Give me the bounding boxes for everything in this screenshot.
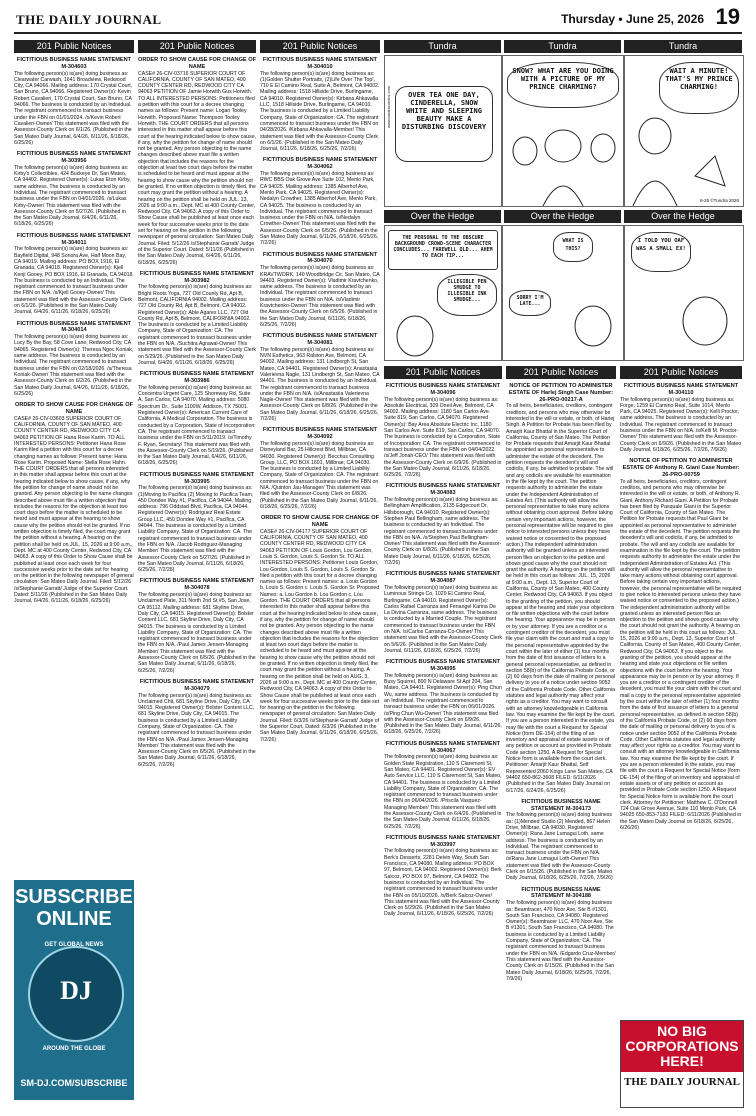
speech-bubble: WAIT A MINUTE! THAT'S MY PRINCE CHARMING! — [659, 62, 739, 114]
notice-title: FICTITIOUS BUSINESS NAME STATEMENT M-304081 — [262, 333, 378, 346]
legal-notice — [384, 659, 502, 736]
notice-body: The following person(s) is(are) doing business as: Clearwater Carwash, 1641 Broadview, Redwood City, CA 94066. Mailing address: 170 Crystal Court, San Bruno, CA 94066. Registered Owner(s): Kevin Robert Cavalieri, 170 Crystal Court, San Bruno, CA 94066. The business is conducted by an Individual. The registrant commenced to transact business under the FBN on 01/01/2024. /s/Kevin Robert Cavalieri-Owner/ This statement was filed with the Assessor-County Clerk on 6/1/26. (Published in the San Mateo Daily Journal, 6/4/26, 6/11/26, 6/18/26, 6/25/26) — [14, 70, 133, 146]
notice-body: To all heirs, beneficiaries, creditors, contingent creditors, and persons who may otherwise be interested in the will or estate, or both, of Harlej Singh. A Petition for Probate has been filed by Amarjit Kaur Bhattal in the Superior Court of California, County of San Mateo. The Petition for Probate requests that Amarjit Kaur Bhattal be appointed as personal representative to administer the estate of the decedent. The petition requests the decedent's will and codicils, if any, be admitted to probate. The will and any codicils are available for examination in the file kept by the court. The petition requests authority to administer the estate under the Independent Administration of Estates Act. (This authority will allow the personal representative to take many actions without obtaining court approval. Before taking certain very important actions, however, the personal representative will be required to give notice to interested persons unless they have waived notice or consented to the proposed action.) The independent administration authority will be granted unless an interested person files an objection to the petition and shows good cause why the court should not grant the authority. A hearing on the petition will be held in this court as follows: JUL. 15, 2026 at 9:00 a.m., Dept. 13, Superior Court of California, County of San Mateo, 400 County Center, Redwood City, CA 94063. If you object to the granting of the petition, you should appear at the hearing and state your objections or file written objections with the court before the hearing. Your appearance may be in person or by your attorney. If you are a creditor or a contingent creditor of the decedent, you must file your claim with the court and mail a copy to the personal representative appointed by the court within the later of either (1) four months from the date of first issuance of letters to a general personal representative, as defined in section 58(b) of the California Probate Code, or (2) 60 days from the date of mailing or personal delivery to you of a notice under section 9052 of the California Probate Code. Other California statutes and legal authority may affect your rights as a creditor. You may want to consult with an attorney knowledgeable in California law. You may examine the file kept by the court. If you are a person interested in the estate, you may file with the court a Request for Special Notice (form DE-154) of the filing of an inventory and appraisal of estate assets or of any petition or account as provided in Probate Code section 1250. A Request for Special Notice form is available from the court clerk. Petitioner: Amarjit Kaur Bhattal, Self Represented 2060 Kings Lane San Mateo, CA 94402 650-862-3608 FILED: 6/11/2026 (Published in the San Mateo Daily Journal on 6/17/26, 6/24/26, 6/25/26) — [506, 403, 616, 794]
notice-title: FICTITIOUS BUSINESS NAME STATEMENT M-304078 — [139, 578, 255, 592]
tundra-panel-1 — [384, 55, 502, 207]
page-header — [14, 6, 742, 34]
character-drawing — [625, 226, 743, 360]
notice-body: CASE# 26-CIV-04177 SUPERIOR COURT OF CALIFORNIA, COUNTY OF SAN MATEO, 400 COUNTY CENTER RD, REDWOOD CITY CA 94063 PETITION OF Louis Gordon, Lou Gordon, Louis S. Gordon, Louis S. Gordon Sr. TO ALL INTERESTED PERSONS: Petitioner Louis Gordon, Lou Gordon, Louis S. Gordon, Louis S. Gordon Sr. filed a petition with this court for a decree changing names as follows: Present names: a. Louis Gordon b. Louis S. Gordon c. Louis S. Gordon Sr. Proposed Names: a. Lou Gordon b. Lou Gordon c. Lou Gordon. THE COURT ORDERS that all persons interested in this matter shall appear before this court at the hearing indicated below to show cause, if any, why the petition for change of name should not be granted. Any person objecting to the name changes described above must file a written objection that includes the reasons for the objection at least two court days before the matter is scheduled to be heard and must appear at the hearing to show cause why the petition should not be granted. If no written objection is timely filed, the court may grant the petition without a hearing. A hearing on the petition shall be held on AUG. 3, 2026 at 9:00 a.m., Dept. MC at 400 County Center, Redwood City, CA 94063. A copy of this Order to Show Cause shall be published at least once each week for four successive weeks prior to the date set for hearing on the petition in the following newspaper of general circulation: San Mateo Daily Journal. Filed: 6/3/26 /s/Stephanie Garratt/ Judge of the Superior Court. Dated: 6/3/26 (Published in the San Mateo Daily Journal, 6/11/26, 6/18/26, 6/25/26, 7/2/26) — [260, 528, 380, 743]
notice-body: The following person(s) is(are) doing business as: RWC BBS Oak Grove Ave Suite 102, Menlo Park, CA 94025. Mailing address: 1385 Alberhof Ave, Menlo Park, CA 94025. Registered Owner(s): Nedalyn Crowther, 1385 Alberhof Ave, Menlo Park, CA 94025. The business is conducted by an Individual. The registrant commenced to transact business under the FBN on N/A. /s/Nedalyn Crowther-Owner/ This statement was filed with the Assessor-County Clerk on 6/5/26. (Published in the San Mateo Daily Journal, 6/11/26, 6/18/26, 6/25/26, 7/2/26) — [260, 171, 379, 247]
notice-title: FICTITIOUS BUSINESS NAME STATEMENT M-303956 — [16, 151, 132, 164]
tundra-panel-2 — [502, 55, 624, 207]
notice-body: The following person(s) is(are) doing business as: (1)Mended Studio (2) Mended, 867 Helen Drive, Millbrae, CA 94030. Registered Owner(s): Rana Jane Lumagui Loth, same address. The business is conducted by an Individual. The registrant commenced to transact business under the FBN on N/A. /s/Rana Jane Lumagui Loth-Owner/ This statement was filed with the Assessor-County Clerk on 6/15/26. (Published in the San Mateo Daily Journal, 6/18/26, 6/25/26, 7/2/26, 7/9/26) — [506, 812, 613, 882]
legal-notice — [14, 402, 134, 605]
notice-body: To all heirs, beneficiaries, creditors, contingent creditors, and persons who may otherwise be interested in the will or estate, or both, of Anthony R. Giani, Anthony Richard Giani. A Petition for Probate has been filed by Pasquale Giani in the Superior Court of California, County of San Mateo. The Petition for Probate requests that Paul Giani be appointed as personal representative to administer the estate of the decedent. The petition requests the decedent's will and codicils, if any, be admitted to probate. The will and any codicils are available for examination in the file kept by the court. The petition requests authority to administer the estate under the Independent Administration of Estates Act. (This authority will allow the personal representative to take many actions without obtaining court approval. Before taking certain very important actions, however, the personal representative will be required to give notice to interested persons unless they have waived notice or consented to the proposed action.) The independent administration authority will be granted unless an interested person files an objection to the petition and shows good cause why the court should not grant the authority. A hearing on the petition will be held in this court as follows: JUL. 15, 2026 at 9:00 a.m., Dept. 13, Superior Court of California, County of San Mateo, 400 County Center, Redwood City, CA 94063. If you object to the granting of the petition, you should appear at the hearing and state your objections or file written objections with the court before the hearing. Your appearance may be in person or by your attorney. If you are a creditor or a contingent creditor of the decedent, you must file your claim with the court and mail a copy to the personal representative appointed by the court within the later of either (1) four months from the date of first issuance of letters to a general personal representative, as defined in section 58(b) of the California Probate Code, or (2) 60 days from the date of mailing or personal delivery to you of a notice under section 9052 of the California Probate Code. Other California statutes and legal authority may affect your rights as a creditor. You may want to consult with an attorney knowledgeable in California law. You may examine the file kept by the court. If you are a person interested in the estate, you may file with the court a Request for Special Notice (form DE-154) of the filing of an inventory and appraisal of estate assets or of any petition or account as provided in Probate Code section 1250. A Request for Special Notice form is available from the court clerk. Attorney for Petitioner: Matthew C. O'Donnell 724 Oak Grove Avenue, Suite 110 Menlo Park, CA 94025 650-853-7183 FILED: 6/11/2026 (Published in the San Mateo Daily Journal on 6/18/26, 6/25/26, 6/26/26) — [620, 478, 742, 831]
speech-bubble: I TOLD YOU OAF WAS A SMALL EX! — [631, 232, 691, 272]
notice-body: The following person(s) is(are) doing business as: (1)Golden Shutter Portraits, (2)Life Over The Top!, 710 E El Camino Real, Suite A, Belmont, CA 94002. Mailing address: 1518 Hillside Drive, Burlingame, CA 94010. Registered Owner(s): Kirbana Ahkavalla LLC, 1518 Hillside Drive, Burlingame, CA 94010. The business is conducted by a Limited Liability Company, State of Organization: CA. The registrant commenced to transact business under the FBN on 04/28/2026. /Kirbana Ahkavalla-Member/ This statement was filed with the Assessor-County Clerk on 6/1/26. (Published in the San Mateo Daily Journal, 6/11/26, 6/18/26, 6/25/26, 7/2/26) — [260, 70, 380, 153]
notice-title: FICTITIOUS BUSINESS NAME STATEMENT M-303982 — [139, 270, 255, 284]
character-drawing — [503, 226, 623, 360]
legal-notice — [14, 233, 134, 316]
page-number: 19 — [715, 4, 740, 29]
legal-notice — [14, 151, 134, 228]
legal-notice — [384, 835, 502, 918]
notice-body: The following person(s) is(are) doing business as: Kirby's Collectibles, 424 Buckeye Dr, San Mateo, CA 94402. Registered Owner(s): Lukas Eton Kirby, same address. The business is conducted by an Individual. The registrant commenced to transact business under the FBN on 04/01/2026. /s/Lukas Kirby-Owner/ This statement was filed with the Assessor-County Clerk on 5/27/26. (Published in the San Mateo Daily Journal, 6/4/26, 6/11/26, 6/18/26, 6/25/26) — [14, 164, 131, 228]
notice-title: FICTITIOUS BUSINESS NAME STATEMENT M-304070 — [262, 251, 378, 265]
notice-title: FICTITIOUS BUSINESS NAME STATEMENT M-304603 — [16, 57, 132, 70]
legal-notice — [260, 252, 380, 329]
comic-title-tundra: Tundra — [624, 40, 742, 53]
legal-notice — [138, 578, 256, 673]
notice-body: The following person(s) is(are) doing business as: Luminous Strings Co, 1029 El Camino Real, Burlingame, CA 94010. Registered Owner(s): Carlos Rafael Carranza and Fenangel Karina De La Divina Carranza, same address. The business is conducted by a Married Couple. The registrant commenced to transact business under the FBN on N/A. /s/Carlos Carranza-Co-Owner/ This statement was filed with the Assessor-County Clerk on 5/6/26. (Published in the San Mateo Daily Journal, 6/11/26, 6/18/26, 6/25/26, 7/2/26) — [384, 584, 502, 654]
legal-notice — [506, 887, 616, 982]
notice-body: The following person(s) is(are) doing business as: Bright Roots Yoga, 727 Old County Rd, Apt B, Belmont, CALIFORNIA 94002. Mailing address: 727 Old County Rd, Apt B, Belmont, CA 94002. Registered Owner(s): Able Agares LLC, 727 Old County Rd, Apt B, Belmont, CALIFORNIA 94002. The business is conducted by a Limited Liability Company, State of Organization: CA. The registrant commenced to transact business under the FBN on N/A. /Suchitra Agrawal-Owner/ This statement was filed with the Assessor-County Clerk on 5/29/26. (Published in the San Mateo Daily Journal, 6/4/26, 6/11/26, 6/18/26, 6/25/26) — [138, 284, 256, 366]
notice-title: NOTICE OF PETITION TO ADMINISTER ESTATE OF Anthony R. Giani Case Number: 26-PRO-00759 — [622, 458, 740, 478]
notice-title: FICTITIOUS BUSINESS NAME STATEMENT M-304087 — [385, 571, 501, 585]
subscribe-ad[interactable] — [14, 880, 134, 1100]
caption-box: OVER TEA ONE DAY, CINDERELLA, SNOW WHITE AND SLEEPING BEAUTY MAKE A DISTURBING DISCOVERY — [395, 86, 493, 162]
issue-date: Thursday • June 25, 2026 — [561, 12, 704, 26]
ring-bottom-text: AROUND THE GLOBE — [42, 1046, 106, 1052]
notice-title: FICTITIOUS BUSINESS NAME STATEMENT M-304188 — [521, 886, 601, 900]
section-label: 201 Public Notices — [506, 366, 616, 379]
legal-notice — [138, 271, 256, 366]
notice-body: The following person(s) is(are) doing business as: Lucy By the Bay, 58 Cove Lane, Redwood City, CA 94065. Registered Owner(s): Theresa Ngoc Koniak, same address. The business is conducted by an Individual. The registrant commenced to transact business under the FBN on 02/18/2026. /s/Theresa Koniak-Owner/ This statement was filed with the Assessor-County Clerk on 6/2/26. (Published in the San Mateo Daily Journal, 6/4/26, 6/11/26, 6/18/26, 6/25/26) — [14, 334, 134, 397]
subscribe-headline: SUBSCRIBE ONLINE — [15, 886, 133, 930]
comic-title-over-the-hedge: Over the Hedge — [624, 210, 742, 223]
comic-website: www.tundracomics.com — [386, 86, 391, 129]
dj-logo: DJ — [60, 976, 92, 1005]
notice-title: FICTITIOUS BUSINESS NAME STATEMENT M-304067 — [385, 740, 501, 754]
notice-body: The following person(s) is(are) doing business as: Beamtracer, 470 Noor Ave, Ste B #1301, South San Francisco, CA 94080. Registered Owner(s): Beamtracer LLC, 470 Noor Ave, Ste B #1301, South San Francisco, CA 94080. The business is conducted by a Limited Liability Company, State of Organization: CA. The registrant commenced to transact business under the FBN on N/A. /Edgardo Cruz-Member/ This statement was filed with the Assessor-County Clerk on 6/15/26. (Published in the San Mateo Daily Journal, 6/18/26, 6/25/26, 7/2/26, 7/9/26) — [506, 900, 616, 982]
notice-title: FICTITIOUS BUSINESS NAME STATEMENT M-304014 — [16, 320, 132, 334]
notice-title: FICTITIOUS BUSINESS NAME STATEMENT M-304011 — [16, 232, 132, 246]
notice-title: FICTITIOUS BUSINESS NAME STATEMENT M-304062 — [262, 157, 378, 171]
legal-notice — [138, 472, 256, 574]
notice-body: The following person(s) is(are) doing business as: Absolute Electrical, 309 Oneil Ave, Belmont, CA 94002. Mailing address: 1180 San Carlos Ave. Suite 819, San Carlos, CA 94070. Registered Owner(s): Bay Area Absolute Electric Inc, 1180 San Carlos Ave. Suite 819, San Carlos, CA 94070. The business is conducted by a Corporation, State of Incorporation: CA. The registrant commenced to transact business under the FBN on 04/04/2022. /s/Jeff Jonah-CEO/ This statement was filed with the Assessor-County Clerk on 6/9/26. (Published in the San Mateo Daily Journal, 6/11/26, 6/18/26, 6/25/26, 7/2/26) — [384, 396, 502, 479]
notice-body: CASE# 26-CIV-03603 SUPERIOR COURT OF CALIFORNIA, COUNTY OF SAN MATEO, 400 COUNTY CENTER RD, REDWOOD CITY CA 94063 PETITION OF Hana Rose Karim. TO ALL INTERESTED PERSONS: Petitioner Hana Rose Karim filed a petition with this court for a decree changing names as follows: Present name: Hana Rose Karim. Proposed Name: Stella Rose Hahn. THE COURT ORDERS that all persons interested in this matter shall appear before this court at the hearing indicated below to show cause, if any, why the petition for change of name should not be granted. Any person objecting to the name changes described above must file a written objection that includes the reasons for the objection at least two court days before the matter is scheduled to be heard and must appear at the hearing to show cause why the petition should not be granted. If no written objection is timely filed, the court may grant the petition without a hearing. A hearing on the petition shall be held on JUL. 15, 2026 at 9:00 a.m., Dept. MC at 400 County Center, Redwood City, CA 94063. A copy of this Order to Show Cause shall be published at least once each week for four successive weeks prior to the date set for hearing on the petition in the following newspaper of general circulation: San Mateo Daily Journal. Filed: 5/12/26 /s/Stephanie Garratt/ Judge of the Superior Court. Dated: 5/11/26 (Published in the San Mateo Daily Journal, 6/4/26, 6/11/26, 6/18/26, 6/25/26) — [14, 415, 134, 605]
legal-notice — [506, 799, 616, 882]
notice-column-3 — [260, 40, 380, 1106]
notice-body: CASE# 26-CIV-03716 SUPERIOR COURT OF CALIFORNIA, COUNTY OF SAN MATEO, 400 COUNTY CENTER RD, REDWOOD CITY CA 94063 PETITION OF Jamie Horwith Gus Horwith. TO ALL INTERESTED PERSONS: Petitioners filed a petition with this court for a decree changing names as follows: Present name: Logan Tooley Horwith. Proposed Name: Thompson Tooley Horwith. THE COURT ORDERS that all persons interested in this matter shall appear before this court at the hearing indicated below to show cause, if any, why the petition for change of name should not be granted. Any person objecting to the name changes described above must file a written objection that includes the reasons for the objection at least two court days before the matter is scheduled to be heard and must appear at the hearing to show cause why the petition should not be granted. If no written objection is timely filed, the court may grant the petition without a hearing. A hearing on the petition shall be held on JUL. 13, 2026 at 9:00 a.m., Dept. MC at 400 County Center, Redwood City, CA 94063. A copy of this Order to Show Cause shall be published at least once each week for four successive weeks prior to the date set for hearing on the petition in the following newspaper of general circulation: San Mateo Daily Journal. Filed: 5/12/26 /s/Stephanie Garratt/ Judge of the Superior Court. Dated: 5/11/26 (Published in the San Mateo Daily Journal, 6/4/26, 6/11/26, 6/18/26, 6/25/26) — [138, 70, 256, 266]
character-drawing — [625, 56, 743, 206]
notice-title: ORDER TO SHOW CAUSE FOR CHANGE OF NAME — [261, 515, 379, 528]
notice-body: The following person(s) is(are) doing business as: Unclaimed Plate, 311 North 2nd St #5, San Jose, CA 95112. Mailing address: 681 Skyline Drive, Daly City, CA 94015. Registered Owner(s): Bolster Content LLC, 681 Skyline Drive, Daly City, CA 94015. The business is conducted by a Limited Liability Company, State of Organization: CA. The registrant commenced to transact business under the FBN on N/A. /Paul James Jensen-Managing Member/ This statement was filed with the Assessor-County Clerk on 6/5/26. (Published in the San Mateo Daily Journal, 6/11/26, 6/18/26, 6/25/26, 7/2/26) — [138, 592, 256, 674]
section-label: 201 Public Notices — [620, 366, 742, 379]
section-label: 201 Public Notices — [384, 366, 502, 379]
legal-notice — [620, 383, 742, 453]
notice-title: FICTITIOUS BUSINESS NAME STATEMENT M-304110 — [623, 383, 739, 396]
section-label: 201 Public Notices — [138, 40, 256, 53]
notice-column-2 — [138, 40, 256, 1106]
legal-notice — [384, 741, 502, 830]
character-drawing — [385, 226, 501, 360]
comic-title-tundra: Tundra — [384, 40, 501, 53]
legal-notice — [384, 483, 502, 566]
notice-title: ORDER TO SHOW CAUSE FOR CHANGE OF NAME — [15, 402, 133, 415]
no-big-corporations-ad[interactable] — [620, 1020, 744, 1108]
legal-notice — [138, 679, 256, 768]
notice-title: FICTITIOUS BUSINESS NAME STATEMENT M-304095 — [385, 659, 501, 672]
legal-notice — [138, 371, 256, 466]
tundra-panel-3 — [624, 55, 744, 207]
notice-title: FICTITIOUS BUSINESS NAME STATEMENT M-304096 — [385, 383, 501, 396]
masthead: THE DAILY JOURNAL — [16, 12, 162, 27]
hedge-panel-2 — [502, 225, 624, 361]
legal-notice — [384, 383, 502, 478]
notice-title: ORDER TO SHOW CAUSE FOR CHANGE OF NAME — [138, 57, 256, 70]
legal-notice — [620, 458, 742, 831]
legal-notice — [260, 57, 380, 152]
legal-notice — [384, 571, 502, 654]
notice-body: The following person(s) is(are) doing business as: Golden State Registration, 110 S Claremont St, San Mateo, CA 94401. Registered Owner(s): EV Auto Service LLC, 110 S Claremont St, San Mateo, CA 94401. The business is conducted by a Limited Liability Company, State of Organization: CA. The registrant commenced to transact business under the FBN on 06/04/2026. /Priscila Vasquez-Managing Member/ This statement was filed with the Assessor-County Clerk on 6/4/26. (Published in the San Mateo Daily Journal, 6/11/26, 6/18/26, 6/25/26, 7/2/26) — [384, 754, 502, 830]
notice-title: FICTITIOUS BUSINESS NAME STATEMENT M-303986 — [139, 371, 255, 385]
daily-journal-logo: THE DAILY JOURNAL — [624, 1076, 740, 1088]
subscribe-url[interactable]: SM-DJ.COM/SUBSCRIBE — [20, 1078, 128, 1088]
notice-column-6 — [620, 366, 742, 1016]
legal-notice — [506, 383, 616, 794]
caption-box: THE PERSONAL TO THE OBSCURE BACKGROUND CROWD-SCENE CHARACTER CONCLUDES... FAREWELL OLD... AHEM TO EACH TIP... — [388, 230, 498, 270]
legal-notice — [260, 515, 380, 743]
notice-body: The following person(s) is(are) doing business as: Bayfield Digital, 948 Sonora Ave, Half Moon Bay, CA 94019. Mailing address: PO BOX 1916, El Granada, CA 94018. Registered Owner(s): Kjell Kenji Gooey, PO BOX 1916, El Granada, CA 94018. The business is conducted by an Individual. The registrant commenced to transact business under the FBN on N/A. /s/Kjell Gooey-Owner/ This statement was filed with the Assessor-County Clerk on 6/1/26. (Published in the San Mateo Daily Journal, 6/4/26, 6/11/26, 6/18/26, 6/25/26) — [14, 246, 134, 316]
legal-notice — [260, 427, 380, 510]
legal-notice — [138, 57, 256, 266]
comic-title-over-the-hedge: Over the Hedge — [504, 210, 621, 223]
notice-body: The following person(s) is(are) doing business as: Unclaimed Chit, 681 Skyline Drive, Daly City, CA 94015. Registered Owner(s): Bolster Content LLC, 681 Skyline Drive, Daly City, CA 94015. The business is conducted by a Limited Liability Company, State of Organization: CA. The registrant commenced to transact business under the FBN on N/A. /Paul James Jensen-Managing Member/ This statement was filed with the Assessor-County Clerk on 6/5/26. (Published in the San Mateo Daily Journal, 6/11/26, 6/18/26, 6/25/26, 7/2/26) — [138, 692, 256, 768]
speech-bubble: ILLEGIBLE PEN SMUDGE TO ILLEGIBLE INK SMUDGE... — [437, 274, 497, 316]
comic-credit: 6-25 ©Tundra 2026 — [700, 198, 739, 203]
notice-body: The following person(s) is(are) doing business as: Berk's Desserts, 2281 Delvin Way, South San Francisco, CA 94080. Mailing address: PO BOX 97, Belmont, CA 94002. Registered Owner(s): Berk Salcoz, PO BOX 97, Belmont, CA 94002. The business is conducted by an Individual. The registrant commenced to transact business under the FBN on 05/10/2026. /s/Berk Salcoz-Owner/ This statement was filed with the Assessor-County Clerk on 5/29/26. (Published in the San Mateo Daily Journal, 6/11/26, 6/18/26, 6/25/26, 7/2/26) — [384, 848, 502, 918]
speech-bubble: WHAT IS THIS? — [553, 232, 593, 262]
notice-title: FICTITIOUS BUSINESS NAME STATEMENT M-304092 — [262, 427, 378, 441]
notice-column-1 — [14, 40, 134, 874]
section-label: 201 Public Notices — [14, 40, 134, 53]
character-drawing — [503, 56, 623, 206]
comic-title-tundra: Tundra — [504, 40, 621, 53]
notice-title: FICTITIOUS BUSINESS NAME STATEMENT M-304079 — [139, 678, 255, 692]
hedge-panel-1 — [384, 225, 502, 361]
notice-body: The following person(s) is(are) doing business as: Disneyland Bar, 25 Hillcrest Blvd, Millbrae, CA 94030. Registered Owner(s): Becchus Consulting Group, LLC, PO BOX 1601, Millbrae, CA 94030. The business is conducted by a Limited Liability Company, State of Organization: CA. The registrant commenced to transact business under the FBN on N/A. /Quinton Jau-Manager/ This statement was filed with the Assessor-County Clerk on 6/8/26. (Published in the San Mateo Daily Journal, 6/11/26, 6/18/26, 6/25/26, 7/2/26) — [260, 440, 379, 510]
hedge-panel-3 — [624, 225, 744, 361]
notice-title: FICTITIOUS BUSINESS NAME STATEMENT M-303997 — [385, 834, 501, 848]
comic-title-over-the-hedge: Over the Hedge — [384, 210, 501, 223]
notice-body: The following person(s) is(are) doing business as: (1)Moving to Pacifica (2) Moving to Pacifica Team, 450 Dondee Way #1, Pacifica, CA 94044. Mailing address: 796 Oddstad Blvd, Pacifica, CA 94044. Registered Owner(s): Rodriguez Real Estate Group LLC, 450 Dondee Way #1, Pacifica, CA 94044. The business is conducted by a Limited Liability Company, State of Organization: CA. The registrant commenced to transact business under the FBN on N/A. /Jacob Rodriguez-Managing Member/ This statement was filed with the Assessor-County Clerk on 5/27/26. (Published in the San Mateo Daily Journal, 6/11/26, 6/18/26, 6/25/26, 7/2/26) — [138, 485, 254, 574]
notice-body: The following person(s) is(are) doing business as: Bellingham Amplification, 2135 Edgecourt Dr, Hillsborough, CA 94010. Registered Owner(s): Stephen Paul Bellingham, same address. The business is conducted by an Individual. The registrant commenced to transact business under the FBN on N/A. /s/Stephen Paul Bellingham-Owner/ This statement was filed with the Assessor-County Clerk on 6/8/26. (Published in the San Mateo Daily Journal, 6/11/26, 6/18/26, 6/25/26, 7/2/26) — [384, 497, 502, 567]
notice-body: The following person(s) is(are) doing business as: NVN Esthetics, 963 Ralston Ave, Belmont, CA 94002. Mailing address: 131 Lindbergh St, San Mateo, CA 94401. Registered Owner(s): Anastasiia Valerievna Nagle, 131 Lindbergh St, San Mateo, CA 94401. The business is conducted by an Individual. The registrant commenced to transact business under the FBN on N/A. /s/Anastasiia Valerievna Nagle-Owner/ This statement was filed with the Assessor-County Clerk on 6/8/26. (Published in the San Mateo Daily Journal, 6/11/26, 6/18/26, 6/25/26, 7/2/26) — [260, 346, 380, 423]
notice-title: FICTITIOUS BUSINESS NAME STATEMENT M-304083 — [385, 483, 501, 497]
ad-headline: NO BIG CORPORATIONS HERE! — [621, 1021, 743, 1072]
speech-bubble: SORRY I'M LATE... — [509, 290, 551, 316]
notice-column-5 — [506, 366, 616, 1106]
legal-notice — [14, 57, 134, 146]
notice-title: NOTICE OF PETITION TO ADMINISTER ESTATE OF Harlej Singh Case Number: 26-PRO-00217-A — [508, 383, 614, 403]
notice-body: The following person(s) is(are) doing business as: Concentra Urgent Care, 125 Shoreway Rd, Suite A, San Carlos, CA 94070. Mailing address: 5080 Spectrum Dr., Suite 1100W, Addison, TX 75001. Registered Owner(s): American Current Care of California, A Medical Corporation. The business is conducted by a Corporation, State of Incorporation: CA. The registrant commenced to transact business under the FBN on 5/11/2019. /s/Timothy F. Ryan, Secretary/ This statement was filed with the Assessor-County Clerk on 5/19/26. (Published in the San Mateo Daily Journal, 6/4/26, 6/11/26, 6/18/26, 6/25/26) — [138, 384, 256, 467]
speech-bubble: SNOW? WHAT ARE YOU DOING WITH A PICTURE OF MY PRINCE CHARMING? — [507, 62, 619, 108]
legal-notice — [260, 333, 380, 422]
section-label: 201 Public Notices — [260, 40, 380, 53]
legal-notice — [14, 321, 134, 398]
notice-column-4 — [384, 366, 502, 1106]
ring-top-text: GET GLOBAL NEWS — [44, 942, 104, 948]
notice-title: FICTITIOUS BUSINESS NAME STATEMENT M-303995 — [139, 471, 255, 485]
legal-notice — [260, 157, 380, 246]
notice-body: The following person(s) is(are) doing business as: KRAVTWORK, 140 Woodbridge Cir, San Mateo, CA 94403. Registered Owner(s): Vladimir Kravtchenko, same address. The business is conducted by an Individual. The registrant commenced to transact business under the FBN on N/A. /s/Vladimir Kravtchenko-Owner/ This statement was filed with the Assessor-County Clerk on 6/5/26. (Published in the San Mateo Daily Journal, 6/11/26, 6/18/26, 6/25/26, 7/2/26) — [260, 265, 380, 328]
notice-body: The following person(s) is(are) doing business as: Forge, 1259 El Camino Real, Suite 1014, Menlo Park, CA 94025. Registered Owner(s): Kelli Proctor, same address. The business is conducted by an Individual. The registrant commenced to transact business under the FBN on N/A. /s/Kelli M. Proctor-Owner/ This statement was filed with the Assessor-County Clerk on 6/9/26. (Published in the San Mateo Daily Journal, 6/18/26, 6/25/26, 7/2/26, 7/9/26) — [620, 396, 742, 453]
notice-title: FICTITIOUS BUSINESS NAME STATEMENT M-304010 — [262, 57, 378, 70]
notice-body: The following person(s) is(are) doing business as: Busy Squirrel, 800 N Delaware St Apt 204, San Mateo, CA 94401. Registered Owner(s): Ping Chun Wu, same address. The business is conducted by an Individual. The registrant commenced to transact business under the FBN on 06/01/2026. /s/Ping Chun Wu-Owner/ This statement was filed with the Assessor-County Clerk on 6/9/26. (Published in the San Mateo Daily Journal, 6/11/26, 6/18/26, 6/25/26, 7/2/26) — [384, 672, 502, 736]
notice-title: FICTITIOUS BUSINESS NAME STATEMENT M-304173 — [521, 798, 601, 812]
